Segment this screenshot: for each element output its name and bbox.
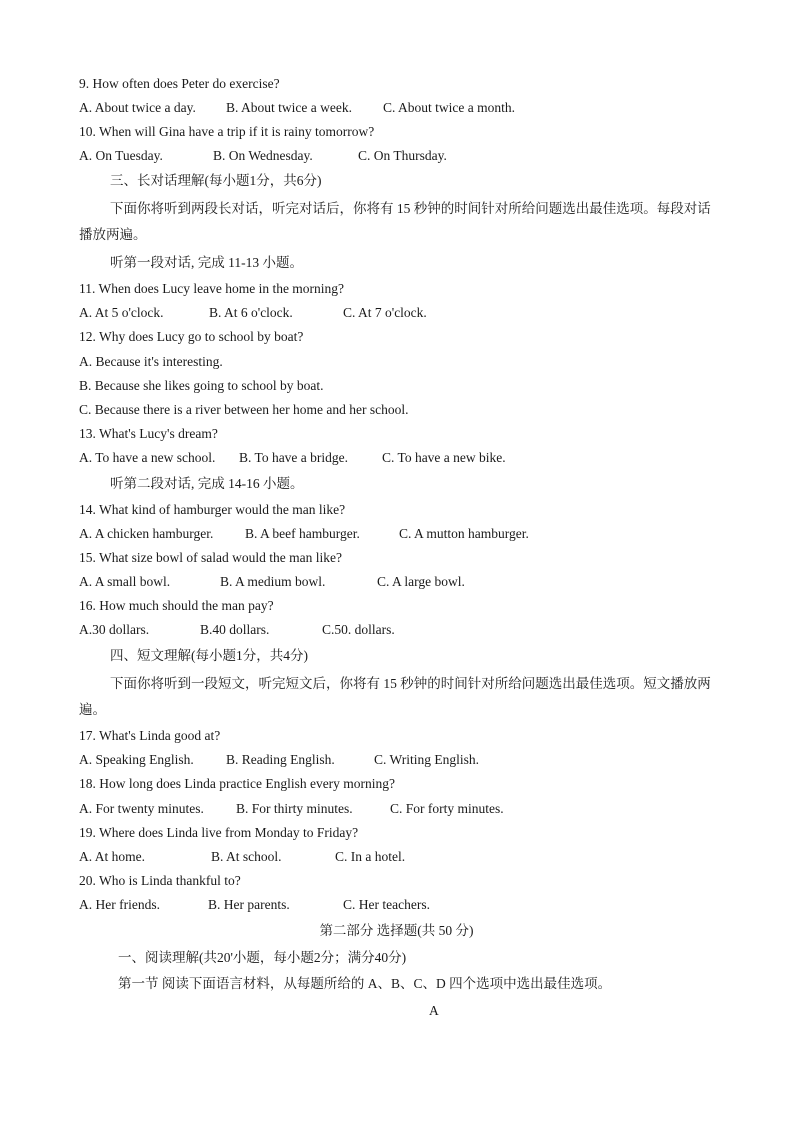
- option-a: A. Her friends.: [79, 897, 160, 912]
- option-c: C. About twice a month.: [383, 100, 515, 115]
- options-10: [79, 147, 447, 165]
- option-b: B. A medium bowl.: [220, 574, 326, 589]
- option-a: A. At 5 o'clock.: [79, 305, 164, 320]
- question-20: 20. Who is Linda thankful to?: [79, 873, 241, 888]
- option-a: A. For twenty minutes.: [79, 801, 204, 816]
- option-b: B. A beef hamburger.: [245, 526, 360, 541]
- option-c: C. Her teachers.: [343, 897, 430, 912]
- part-title: 第二部分 选择题(共 50 分): [319, 923, 474, 938]
- question-12: 12. Why does Lucy go to school by boat?: [79, 329, 304, 344]
- option-b: B. At 6 o'clock.: [209, 305, 293, 320]
- section-heading: 一、阅读理解(共20'小题，每小题2分；满分40分): [118, 950, 407, 965]
- options-16: [79, 621, 395, 639]
- section-instruction: 第一节 阅读下面语言材料，从每题所给的 A、B、C、D 四个选项中选出最佳选项。: [118, 976, 612, 991]
- question-14: 14. What kind of hamburger would the man like?: [79, 502, 346, 517]
- option-b: B. Reading English.: [226, 752, 335, 767]
- option-b: B. For thirty minutes.: [236, 801, 353, 816]
- option-c: C. Because there is a river between her home and her school.: [79, 402, 409, 417]
- option-b: B. On Wednesday.: [213, 148, 313, 163]
- option-b: B. To have a bridge.: [239, 450, 349, 465]
- option-c: C. For forty minutes.: [390, 801, 504, 816]
- passage-label: A: [429, 1003, 439, 1018]
- options-14: [79, 525, 529, 543]
- options-17: [79, 751, 479, 769]
- option-a: A. On Tuesday.: [79, 148, 163, 163]
- option-c: C. To have a new bike.: [382, 450, 506, 465]
- option-a: A.30 dollars.: [79, 622, 150, 637]
- option-a: A. To have a new school.: [79, 450, 216, 465]
- option-b: B. Because she likes going to school by boat.: [79, 378, 324, 393]
- option-b: B. Her parents.: [208, 897, 290, 912]
- option-a: A. Because it's interesting.: [79, 354, 223, 369]
- option-c: C. A large bowl.: [377, 574, 465, 589]
- option-a: A. A chicken hamburger.: [79, 526, 214, 541]
- options-20: [79, 896, 430, 914]
- option-a: A. At home.: [79, 849, 145, 864]
- option-c: C. On Thursday.: [358, 148, 447, 163]
- options-18: [79, 800, 504, 818]
- options-13: [79, 449, 506, 467]
- section-instruction: 下面你将听到两段长对话，听完对话后，你将有 15 秒钟的时间针对所给问题选出最佳选项。每段对话播放两遍。: [79, 201, 711, 242]
- option-a: A. A small bowl.: [79, 574, 171, 589]
- dialog-instruction: 听第一段对话, 完成 11-13 小题。: [110, 255, 303, 270]
- option-c: C. At 7 o'clock.: [343, 305, 427, 320]
- option-b: B. About twice a week.: [226, 100, 352, 115]
- option-c: C. A mutton hamburger.: [399, 526, 529, 541]
- question-10: 10. When will Gina have a trip if it is rainy tomorrow?: [79, 124, 375, 139]
- question-9: 9. How often does Peter do exercise?: [79, 76, 280, 91]
- question-18: 18. How long does Linda practice English every morning?: [79, 776, 396, 791]
- options-19: [79, 848, 405, 866]
- options-15: [79, 573, 465, 591]
- option-a: A. Speaking English.: [79, 752, 194, 767]
- question-13: 13. What's Lucy's dream?: [79, 426, 218, 441]
- section-heading: 四、短文理解(每小题1分，共4分): [110, 648, 308, 663]
- question-15: 15. What size bowl of salad would the man like?: [79, 550, 342, 565]
- option-b: B. At school.: [211, 849, 282, 864]
- question-16: 16. How much should the man pay?: [79, 598, 274, 613]
- option-b: B.40 dollars.: [200, 622, 270, 637]
- option-c: C. In a hotel.: [335, 849, 406, 864]
- option-c: C.50. dollars.: [322, 622, 395, 637]
- section-instruction: 下面你将听到一段短文，听完短文后，你将有 15 秒钟的时间针对所给问题选出最佳选项。短文播放两遍。: [79, 676, 711, 717]
- section-heading: 三、长对话理解(每小题1分，共6分): [110, 173, 322, 188]
- option-a: A. About twice a day.: [79, 100, 196, 115]
- dialog-instruction: 听第二段对话, 完成 14-16 小题。: [110, 476, 304, 491]
- question-11: 11. When does Lucy leave home in the morning?: [79, 281, 345, 296]
- options-9: [79, 99, 515, 117]
- option-c: C. Writing English.: [374, 752, 479, 767]
- options-11: [79, 304, 427, 322]
- question-17: 17. What's Linda good at?: [79, 728, 221, 743]
- question-19: 19. Where does Linda live from Monday to Friday?: [79, 825, 359, 840]
